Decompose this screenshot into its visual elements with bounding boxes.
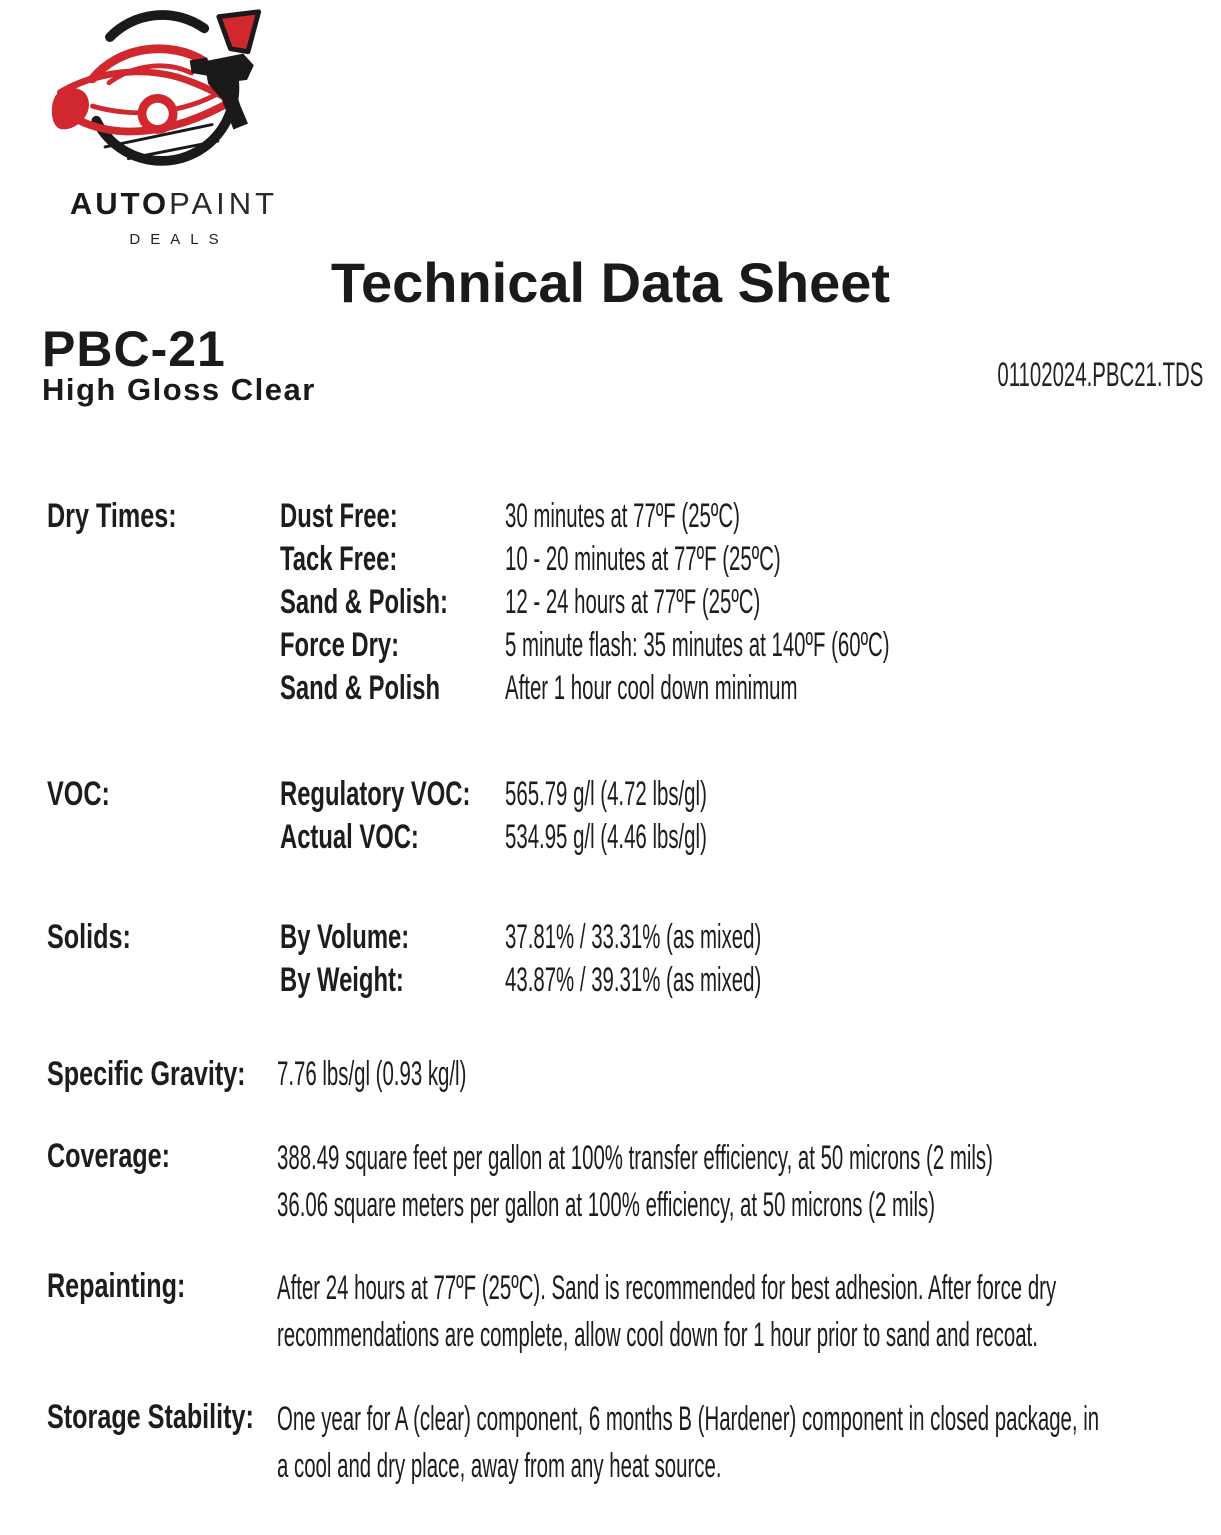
brand-subtitle: DEALS [129, 231, 229, 248]
row-name: Tack Free: [280, 540, 398, 578]
product-name: High Gloss Clear [42, 372, 316, 407]
section-label: Repainting: [47, 1267, 186, 1305]
solids-values [505, 916, 1207, 1002]
section-storage-stability [47, 1396, 1207, 1490]
section-dry-times [47, 495, 1207, 710]
voc-names [280, 773, 505, 859]
section-coverage [47, 1135, 1207, 1229]
row-value: 534.95 g/l (4.46 lbs/gl) [505, 818, 707, 856]
car-spray-gun-logo-icon [48, 5, 273, 180]
text-line: recommendations are complete, allow cool down for 1 hour prior to sand and recoat. [277, 1316, 1038, 1354]
row-value: 37.81% / 33.31% (as mixed) [505, 918, 762, 956]
section-voc [47, 773, 1207, 859]
dry-times-values [505, 495, 1207, 710]
repainting-text [277, 1265, 1221, 1359]
text-line: 7.76 lbs/gl (0.93 kg/l) [277, 1055, 467, 1093]
voc-values [505, 773, 1207, 859]
document-title: Technical Data Sheet [330, 251, 891, 314]
spec-table [47, 495, 1207, 1490]
row-name: Regulatory VOC: [280, 775, 471, 813]
section-specific-gravity [47, 1053, 1207, 1096]
section-label: VOC: [47, 775, 110, 813]
coverage-text [277, 1135, 1221, 1229]
brand-logo [40, 5, 310, 248]
section-label: Dry Times: [47, 497, 177, 535]
row-name: Dust Free: [280, 497, 398, 535]
section-repainting [47, 1265, 1207, 1359]
row-name: Sand & Polish: [280, 583, 448, 621]
row-name: Actual VOC: [280, 818, 419, 856]
section-label: Solids: [47, 918, 131, 956]
brand-name-light: PAINT [169, 186, 279, 221]
product-code: PBC-21 [42, 321, 226, 377]
text-line: One year for A (clear) component, 6 months B (Hardener) component in closed package, in [277, 1400, 1100, 1438]
brand-name-bold: AUTO [69, 186, 170, 221]
row-value: 43.87% / 39.31% (as mixed) [505, 961, 762, 999]
dry-times-names [280, 495, 505, 710]
section-label: Storage Stability: [47, 1398, 254, 1436]
row-value: 30 minutes at 77ºF (25ºC) [505, 497, 740, 535]
row-value: 12 - 24 hours at 77ºF (25ºC) [505, 583, 761, 621]
row-value: 10 - 20 minutes at 77ºF (25ºC) [505, 540, 781, 578]
row-name: By Volume: [280, 918, 410, 956]
row-value: 5 minute flash: 35 minutes at 140ºF (60ºC) [505, 626, 890, 664]
row-value: 565.79 g/l (4.72 lbs/gl) [505, 775, 707, 813]
row-value: After 1 hour cool down minimum [505, 669, 798, 707]
text-line: After 24 hours at 77ºF (25ºC). Sand is recommended for best adhesion. After force dry [277, 1269, 1057, 1307]
row-name: By Weight: [280, 961, 404, 999]
text-line: 36.06 square meters per gallon at 100% efficiency, at 50 microns (2 mils) [277, 1186, 936, 1224]
row-name: Force Dry: [280, 626, 400, 664]
section-label: Coverage: [47, 1137, 171, 1175]
section-solids [47, 916, 1207, 1002]
text-line: a cool and dry place, away from any heat source. [277, 1447, 722, 1485]
specific-gravity-text [277, 1053, 1207, 1096]
storage-stability-text [277, 1396, 1221, 1490]
solids-names [280, 916, 505, 1002]
section-label: Specific Gravity: [47, 1055, 246, 1093]
brand-wordmark [40, 186, 308, 222]
document-reference: 01102024.PBC21.TDS [996, 356, 1203, 394]
text-line: 388.49 square feet per gallon at 100% transfer efficiency, at 50 microns (2 mils) [277, 1139, 993, 1177]
row-name: Sand & Polish [280, 669, 441, 707]
